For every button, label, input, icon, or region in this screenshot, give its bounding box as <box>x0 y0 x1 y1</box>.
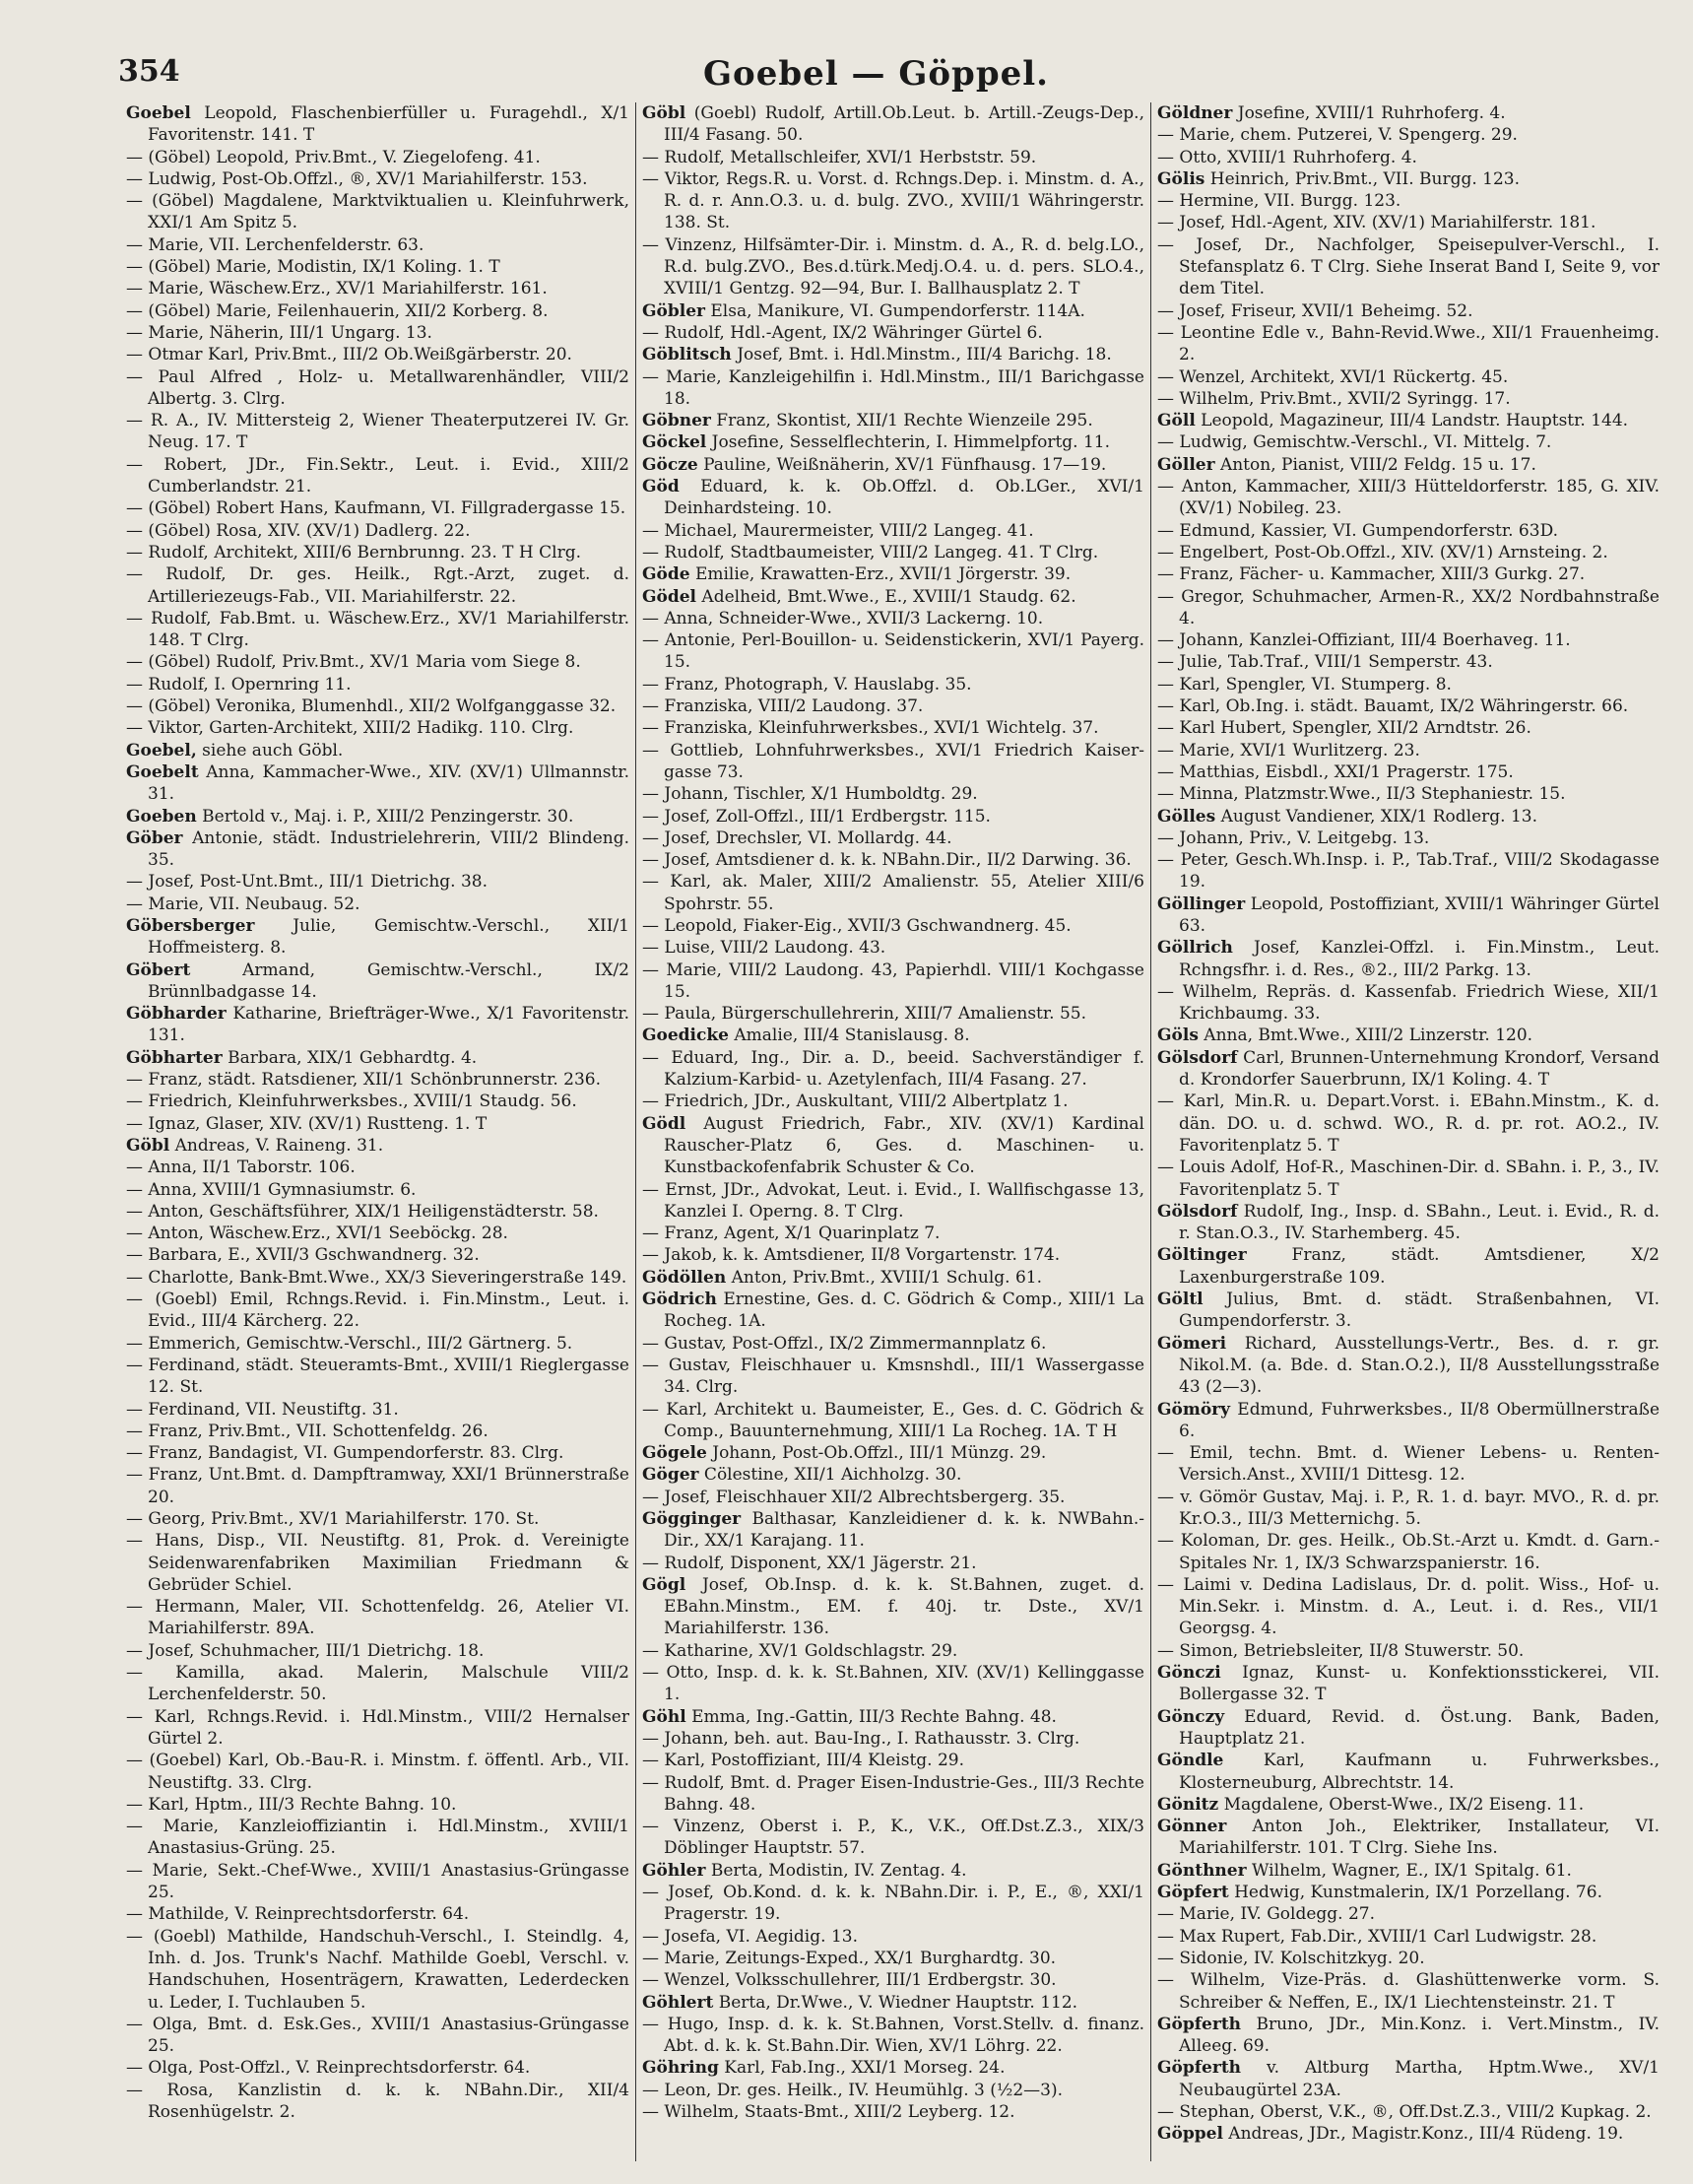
directory-entry: — Josef, Drechsler, VI. Mollardg. 44. <box>642 827 952 848</box>
directory-entry: — Gustav, Post-Offzl., IX/2 Zimmermannplatz 6. <box>642 1333 1047 1354</box>
directory-entry: — Josef, Post-Unt.Bmt., III/1 Dietrichg. 38. <box>126 872 488 893</box>
directory-entry: — Josef, Fleischhauer XII/2 Albrechtsbergerg. 35. <box>642 1487 1066 1507</box>
directory-entry: — Gustav, Fleischhauer u. Kmsnshdl., III/1 Wassergasse 34. Clrg. <box>642 1355 1144 1398</box>
directory-entry: — (Goebl) Mathilde, Handschuh-Verschl., I. Steindlg. 4, Inh. d. Jos. Trunk's Nachf. Mathilde Goebl, Verschl. v. Handschuhen, Hosenträgern, Krawatten, Lederdecken u. Leder, I. Tuchlauben 5. <box>126 1926 629 2013</box>
directory-entry: — Wilhelm, Priv.Bmt., XVII/2 Syringg. 17. <box>1157 388 1511 409</box>
directory-entry: — Rudolf, I. Opernring 11. <box>126 674 352 695</box>
directory-entry: — Viktor, Regs.R. u. Vorst. d. Rchngs.Dep. i. Minstm. d. A., R. d. r. Ann.O.3. u. d. bulg. ZVO., XVIII/1 Währingerstr. 138. St. <box>642 168 1144 233</box>
directory-entry: — Leopold, Fiaker-Eig., XVII/3 Gschwandnerg. 45. <box>642 915 1072 936</box>
directory-entry: Goebelt Anna, Kammacher-Wwe., XIV. (XV/1) Ullmannstr. 31. <box>126 761 629 805</box>
directory-entry: Göpferth v. Altburg Martha, Hptm.Wwe., XV/1 Neubaugürtel 23A. <box>1157 2058 1660 2100</box>
directory-entry: Gölsdorf Carl, Brunnen-Unternehmung Krondorf, Versand d. Krondorfer Sauerbrunn, IX/1 Koling. 4. T <box>1157 1047 1660 1091</box>
directory-entry: — Rudolf, Stadtbaumeister, VIII/2 Langeg. 41. T Clrg. <box>642 542 1099 563</box>
directory-entry: — Karl, Spengler, VI. Stumperg. 8. <box>1157 674 1452 695</box>
directory-entry: — Louis Adolf, Hof-R., Maschinen-Dir. d. SBahn. i. P., 3., IV. Favoritenplatz 5. T <box>1157 1158 1660 1200</box>
directory-entry: Göhler Berta, Modistin, IV. Zentag. 4. <box>642 1860 967 1881</box>
directory-entry: — Rudolf, Disponent, XX/1 Jägerstr. 21. <box>642 1553 977 1573</box>
directory-entry: — Franz, Agent, X/1 Quarinplatz 7. <box>642 1224 941 1244</box>
directory-entry: Göbharter Barbara, XIX/1 Gebhardtg. 4. <box>126 1047 478 1068</box>
directory-entry: Gölles August Vandiener, XIX/1 Rodlerg. 13. <box>1157 806 1537 827</box>
directory-entry: Göltinger Franz, städt. Amtsdiener, X/2 Laxenburgerstraße 109. <box>1157 1245 1660 1288</box>
column-1 <box>120 102 635 2161</box>
directory-entry: — Josefa, VI. Aegidig. 13. <box>642 1926 858 1947</box>
directory-entry: — (Goebel) Karl, Ob.-Bau-R. i. Minstm. f. öffentl. Arb., VII. Neustiftg. 33. Clrg. <box>126 1751 629 1793</box>
directory-entry: — Marie, VII. Lerchenfelderstr. 63. <box>126 234 424 255</box>
directory-entry: — Koloman, Dr. ges. Heilk., Ob.St.-Arzt u. Kmdt. d. Garn.-Spitales Nr. 1, IX/3 Schwarzspanierstr. 16. <box>1157 1531 1660 1573</box>
directory-entry: — Hermine, VII. Burgg. 123. <box>1157 191 1401 212</box>
directory-entry: — Vinzenz, Hilfsämter-Dir. i. Minstm. d. A., R. d. belg.LO., R.d. bulg.ZVO., Bes.d.türk.Medj.O.4. u. d. pers. SLO.4., XVIII/1 Gentzg. 92—94, Bur. I. Ballhausplatz 2. T <box>642 234 1144 299</box>
directory-entry: — Ignaz, Glaser, XIV. (XV/1) Rustteng. 1. T <box>126 1113 488 1134</box>
directory-entry: — Karl, Architekt u. Baumeister, E., Ges. d. C. Gödrich & Comp., Bauunternehmung, XIII/1 La Rocheg. 1A. T H <box>642 1399 1144 1441</box>
directory-entry: Göpferth Bruno, JDr., Min.Konz. i. Vert.Minstm., IV. Alleeg. 69. <box>1157 2014 1660 2057</box>
directory-entry: Göls Anna, Bmt.Wwe., XIII/2 Linzerstr. 120. <box>1157 1026 1533 1046</box>
directory-entry: — Karl, Postoffiziant, III/4 Kleistg. 29. <box>642 1751 965 1771</box>
directory-entry: — Ernst, JDr., Advokat, Leut. i. Evid., I. Wallfischgasse 13, Kanzlei I. Operng. 8. T Clrg. <box>642 1179 1144 1222</box>
directory-entry: — Franz, Fächer- u. Kammacher, XIII/3 Gurkg. 27. <box>1157 564 1586 585</box>
directory-entry: — Matthias, Eisbdl., XXI/1 Pragerstr. 175. <box>1157 761 1514 782</box>
directory-entry: — Josef, Ob.Kond. d. k. k. NBahn.Dir. i. P., E., ®, XXI/1 Pragerstr. 19. <box>642 1883 1144 1925</box>
directory-entry: — Charlotte, Bank-Bmt.Wwe., XX/3 Sieveringerstraße 149. <box>126 1267 627 1288</box>
directory-entry: Goedicke Amalie, III/4 Stanislausg. 8. <box>642 1026 970 1046</box>
directory-entry: — Anna, Schneider-Wwe., XVII/3 Lackerng. 10. <box>642 608 1044 629</box>
directory-entry: Göller Anton, Pianist, VIII/2 Feldg. 15 u. 17. <box>1157 454 1536 475</box>
directory-entry: Goeben Bertold v., Maj. i. P., XIII/2 Penzingerstr. 30. <box>126 806 574 827</box>
directory-entry: — Engelbert, Post-Ob.Offzl., XIV. (XV/1) Arnsteing. 2. <box>1157 542 1608 563</box>
directory-entry: Göber Antonie, städt. Industrielehrerin, VIII/2 Blindeng. 35. <box>126 827 629 871</box>
running-title: Goebel — Göppel. <box>703 54 1049 94</box>
directory-entry: — Anton, Kammacher, XIII/3 Hütteldorferstr. 185, G. XIV. (XV/1) Nobileg. 23. <box>1157 477 1660 519</box>
directory-entry: Gömeri Richard, Ausstellungs-Vertr., Bes. d. r. gr. Nikol.M. (a. Bde. d. Stan.O.2.), II/8 Ausstellungsstraße 43 (2—3). <box>1157 1333 1660 1398</box>
directory-entry: — Emmerich, Gemischtw.-Verschl., III/2 Gärtnerg. 5. <box>126 1333 573 1354</box>
directory-entry: — Wilhelm, Vize-Präs. d. Glashüttenwerke vorm. S. Schreiber & Neffen, E., IX/1 Liechtensteinstr. 21. T <box>1157 1970 1660 2013</box>
column-2 <box>635 102 1150 2161</box>
directory-entry: — Gregor, Schuhmacher, Armen-R., XX/2 Nordbahnstraße 4. <box>1157 586 1660 629</box>
directory-entry: — Franz, städt. Ratsdiener, XII/1 Schönbrunnerstr. 236. <box>126 1070 602 1091</box>
directory-entry: — (Göbel) Rosa, XIV. (XV/1) Dadlerg. 22. <box>126 520 471 541</box>
directory-entry: — Anton, Wäschew.Erz., XVI/1 Seeböckg. 28. <box>126 1224 508 1244</box>
directory-entry: — Rosa, Kanzlistin d. k. k. NBahn.Dir., XII/4 Rosenhügelstr. 2. <box>126 2080 629 2123</box>
directory-entry: — Emil, techn. Bmt. d. Wiener Lebens- u. Renten-Versich.Anst., XVIII/1 Dittesg. 12. <box>1157 1443 1660 1486</box>
directory-entry: — Karl, ak. Maler, XIII/2 Amalienstr. 55, Atelier XIII/6 Spohrstr. 55. <box>642 872 1144 914</box>
directory-entry: Göhl Emma, Ing.-Gattin, III/3 Rechte Bahng. 48. <box>642 1706 1057 1727</box>
directory-entry: — Sidonie, IV. Kolschitzkyg. 20. <box>1157 1948 1425 1968</box>
directory-entry: — Karl Hubert, Spengler, XII/2 Arndtstr. 26. <box>1157 718 1531 739</box>
directory-entry: — Barbara, E., XVII/3 Gschwandnerg. 32. <box>126 1245 480 1266</box>
directory-entry: Göll Leopold, Magazineur, III/4 Landstr. Hauptstr. 144. <box>1157 411 1629 431</box>
directory-entry: — (Göbel) Marie, Modistin, IX/1 Koling. 1. T <box>126 257 500 278</box>
directory-entry: — Hans, Disp., VII. Neustiftg. 81, Prok. d. Vereinigte Seidenwarenfabriken Maximilian Friedmann & Gebrüder Schiel. <box>126 1531 629 1595</box>
directory-entry: Göckel Josefine, Sesselflechterin, I. Himmelpfortg. 11. <box>642 432 1111 453</box>
directory-entry: Göllrich Josef, Kanzlei-Offzl. i. Fin.Minstm., Leut. Rchngsfhr. i. d. Res., ®2., III/2 Parkg. 13. <box>1157 938 1660 980</box>
directory-entry: — Rudolf, Hdl.-Agent, IX/2 Währinger Gürtel 6. <box>642 322 1043 343</box>
directory-entry: — Edmund, Kassier, VI. Gumpendorferstr. 63D. <box>1157 520 1558 541</box>
directory-entry: Göllinger Leopold, Postoffiziant, XVIII/1 Währinger Gürtel 63. <box>1157 893 1660 936</box>
directory-entry: Göd Eduard, k. k. Ob.Offzl. d. Ob.LGer., XVI/1 Deinhardsteing. 10. <box>642 477 1144 519</box>
directory-entry: — Otto, Insp. d. k. k. St.Bahnen, XIV. (XV/1) Kellinggasse 1. <box>642 1663 1144 1705</box>
directory-entry: — Franz, Unt.Bmt. d. Dampftramway, XXI/1 Brünnerstraße 20. <box>126 1465 629 1507</box>
directory-entry: Göltl Julius, Bmt. d. städt. Straßenbahnen, VI. Gumpendorferstr. 3. <box>1157 1290 1660 1332</box>
directory-entry: Gödel Adelheid, Bmt.Wwe., E., XVIII/1 Staudg. 62. <box>642 586 1076 607</box>
directory-entry: — Marie, Kanzleigehilfin i. Hdl.Minstm., III/1 Barichgasse 18. <box>642 366 1144 409</box>
directory-entry: — (Göbel) Marie, Feilenhauerin, XII/2 Korberg. 8. <box>126 300 549 321</box>
directory-entry: — (Göbel) Robert Hans, Kaufmann, VI. Fillgradergasse 15. <box>126 498 626 519</box>
directory-entry: — Karl, Hptm., III/3 Rechte Bahng. 10. <box>126 1794 457 1815</box>
directory-entry: — Jakob, k. k. Amtsdiener, II/8 Vorgartenstr. 174. <box>642 1245 1061 1266</box>
directory-entry: Göbersberger Julie, Gemischtw.-Verschl., XII/1 Hoffmeisterg. 8. <box>126 915 629 959</box>
directory-entry: Gögginger Balthasar, Kanzleidiener d. k. k. NWBahn.-Dir., XX/1 Karajang. 11. <box>642 1509 1144 1552</box>
directory-entry: — Peter, Gesch.Wh.Insp. i. P., Tab.Traf., VIII/2 Skodagasse 19. <box>1157 850 1660 893</box>
directory-entry: Göpfert Hedwig, Kunstmalerin, IX/1 Porzellang. 76. <box>1157 1883 1602 1903</box>
directory-entry: Göhlert Berta, Dr.Wwe., V. Wiedner Hauptstr. 112. <box>642 1992 1078 2013</box>
directory-entry: — Antonie, Perl-Bouillon- u. Seidenstickerin, XVI/1 Payerg. 15. <box>642 630 1144 673</box>
directory-entry: Gönitz Magdalene, Oberst-Wwe., IX/2 Eiseng. 11. <box>1157 1794 1585 1815</box>
directory-entry: — Rudolf, Fab.Bmt. u. Wäschew.Erz., XV/1 Mariahilferstr. 148. T Clrg. <box>126 608 629 651</box>
directory-entry: — Otto, XVIII/1 Ruhrhoferg. 4. <box>1157 147 1417 167</box>
directory-entry: — Rudolf, Architekt, XIII/6 Bernbrunng. 23. T H Clrg. <box>126 542 581 563</box>
directory-entry: Göhring Karl, Fab.Ing., XXI/1 Morseg. 24. <box>642 2058 1006 2079</box>
directory-entry: — Marie, chem. Putzerei, V. Spengerg. 29. <box>1157 125 1518 146</box>
directory-entry: — Leon, Dr. ges. Heilk., IV. Heumühlg. 3 (½2—3). <box>642 2080 1063 2100</box>
directory-entry: — Marie, Wäschew.Erz., XV/1 Mariahilferstr. 161. <box>126 279 548 299</box>
directory-entry: — Anna, II/1 Taborstr. 106. <box>126 1158 356 1178</box>
directory-entry: — Johann, Tischler, X/1 Humboldtg. 29. <box>642 784 978 805</box>
directory-entry: — Julie, Tab.Traf., VIII/1 Semperstr. 43. <box>1157 652 1493 673</box>
directory-entry: Gölis Heinrich, Priv.Bmt., VII. Burgg. 123. <box>1157 168 1521 189</box>
directory-entry: — Ferdinand, VII. Neustiftg. 31. <box>126 1399 399 1420</box>
directory-entry: — Franz, Bandagist, VI. Gumpendorferstr. 83. Clrg. <box>126 1443 564 1464</box>
directory-entry: — Simon, Betriebsleiter, II/8 Stuwerstr. 50. <box>1157 1640 1525 1661</box>
directory-entry: — Johann, Priv., V. Leitgebg. 13. <box>1157 827 1430 848</box>
directory-entry: — Rudolf, Bmt. d. Prager Eisen-Industrie-Ges., III/3 Rechte Bahng. 48. <box>642 1772 1144 1815</box>
directory-entry: — Josef, Zoll-Offzl., III/1 Erdbergstr. 115. <box>642 806 991 827</box>
directory-entry: — Josef, Friseur, XVII/1 Beheimg. 52. <box>1157 300 1473 321</box>
directory-entry: Gönner Anton Joh., Elektriker, Installateur, VI. Mariahilferstr. 101. T Clrg. Siehe Ins. <box>1157 1817 1660 1859</box>
directory-entry: — Franz, Photograph, V. Hauslabg. 35. <box>642 674 972 695</box>
directory-entry: — Robert, JDr., Fin.Sektr., Leut. i. Evid., XIII/2 Cumberlandstr. 21. <box>126 454 629 497</box>
directory-entry: Gömöry Edmund, Fuhrwerksbes., II/8 Obermüllnerstraße 6. <box>1157 1399 1660 1441</box>
directory-entry: — (Göbel) Magdalene, Marktviktualien u. Kleinfuhrwerk, XXI/1 Am Spitz 5. <box>126 191 629 233</box>
directory-entry: — Leontine Edle v., Bahn-Revid.Wwe., XII/1 Frauenheimg. 2. <box>1157 322 1660 365</box>
directory-entry: — Katharine, XV/1 Goldschlagstr. 29. <box>642 1640 958 1661</box>
directory-entry: — Mathilde, V. Reinprechtsdorferstr. 64. <box>126 1904 470 1925</box>
directory-entry: — Paula, Bürgerschullehrerin, XIII/7 Amalienstr. 55. <box>642 1004 1086 1025</box>
directory-entry: Gönczy Eduard, Revid. d. Öst.ung. Bank, Baden, Hauptplatz 21. <box>1157 1706 1660 1749</box>
directory-entry: Göger Cölestine, XII/1 Aichholzg. 30. <box>642 1465 962 1486</box>
directory-entry: — Otmar Karl, Priv.Bmt., III/2 Ob.Weißgärberstr. 20. <box>126 345 572 365</box>
directory-entry: — Marie, Zeitungs-Exped., XX/1 Burghardtg. 30. <box>642 1948 1057 1968</box>
directory-entry: — Franziska, VIII/2 Laudong. 37. <box>642 696 924 717</box>
directory-entry: Gönthner Wilhelm, Wagner, E., IX/1 Spitalg. 61. <box>1157 1860 1572 1881</box>
directory-entry: — Marie, Kanzleioffiziantin i. Hdl.Minstm., XVIII/1 Anastasius-Grüng. 25. <box>126 1817 629 1859</box>
directory-entry: — Ludwig, Gemischtw.-Verschl., VI. Mittelg. 7. <box>1157 432 1552 453</box>
directory-entry: — Viktor, Garten-Architekt, XIII/2 Hadikg. 110. Clrg. <box>126 718 574 739</box>
directory-entry: — Hermann, Maler, VII. Schottenfeldg. 26, Atelier VI. Mariahilferstr. 89A. <box>126 1597 629 1639</box>
directory-entry: Gögele Johann, Post-Ob.Offzl., III/1 Münzg. 29. <box>642 1443 1047 1464</box>
directory-entry: — Karl, Rchngs.Revid. i. Hdl.Minstm., VIII/2 Hernalser Gürtel 2. <box>126 1706 629 1749</box>
directory-entry: — Vinzenz, Oberst i. P., K., V.K., Off.Dst.Z.3., XIX/3 Döblinger Hauptstr. 57. <box>642 1817 1144 1859</box>
directory-entry: Gönczi Ignaz, Kunst- u. Konfektionsstickerei, VII. Bollergasse 32. T <box>1157 1663 1660 1705</box>
directory-columns <box>120 102 1666 2161</box>
directory-entry: — Olga, Post-Offzl., V. Reinprechtsdorferstr. 64. <box>126 2058 531 2079</box>
page-number: 354 <box>118 54 180 89</box>
directory-entry: Göbl (Goebl) Rudolf, Artill.Ob.Leut. b. Artill.-Zeugs-Dep., III/4 Fasang. 50. <box>642 103 1144 146</box>
directory-entry: — Josef, Amtsdiener d. k. k. NBahn.Dir., II/2 Darwing. 36. <box>642 850 1132 871</box>
directory-entry: — Karl, Ob.Ing. i. städt. Bauamt, IX/2 Währingerstr. 66. <box>1157 696 1629 717</box>
directory-entry: — Rudolf, Metallschleifer, XVI/1 Herbststr. 59. <box>642 147 1037 167</box>
directory-entry: — Wenzel, Architekt, XVI/1 Rückertg. 45. <box>1157 366 1509 387</box>
directory-entry: — (Goebl) Emil, Rchngs.Revid. i. Fin.Minstm., Leut. i. Evid., III/4 Kärcherg. 22. <box>126 1290 629 1332</box>
directory-entry: — Johann, Kanzlei-Offiziant, III/4 Boerhaveg. 11. <box>1157 630 1571 651</box>
directory-entry: — Ludwig, Post-Ob.Offzl., ®, XV/1 Mariahilferstr. 153. <box>126 168 588 189</box>
directory-entry: — Paul Alfred , Holz- u. Metallwarenhändler, VIII/2 Albertg. 3. Clrg. <box>126 366 629 409</box>
directory-entry: — Gottlieb, Lohnfuhrwerksbes., XVI/1 Friedrich Kaiser-gasse 73. <box>642 740 1144 782</box>
directory-entry: Göbl Andreas, V. Raineng. 31. <box>126 1135 384 1156</box>
directory-entry: — Marie, VIII/2 Laudong. 43, Papierhdl. VIII/1 Kochgasse 15. <box>642 960 1144 1002</box>
directory-entry: — Josef, Dr., Nachfolger, Speisepulver-Verschl., I. Stefansplatz 6. T Clrg. Siehe Inserat Band I, Seite 9, vor dem Titel. <box>1157 234 1660 299</box>
directory-entry: — Hugo, Insp. d. k. k. St.Bahnen, Vorst.Stellv. d. finanz. Abt. d. k. k. St.Bahn.Dir. Wien, XV/1 Löhrg. 22. <box>642 2014 1144 2057</box>
directory-entry: Goebel Leopold, Flaschenbierfüller u. Furagehdl., X/1 Favoritenstr. 141. T <box>126 103 629 146</box>
directory-entry: — Franziska, Kleinfuhrwerksbes., XVI/1 Wichtelg. 37. <box>642 718 1099 739</box>
directory-entry: — Franz, Priv.Bmt., VII. Schottenfeldg. 26. <box>126 1421 488 1441</box>
directory-entry: Göblitsch Josef, Bmt. i. Hdl.Minstm., III/4 Barichg. 18. <box>642 345 1112 365</box>
directory-entry: — Karl, Min.R. u. Depart.Vorst. i. EBahn.Minstm., K. d. dän. DO. u. d. schwd. WO., R. d. pr. rot. AO.2., IV. Favoritenplatz 5. T <box>1157 1092 1660 1156</box>
directory-entry: — Wilhelm, Staats-Bmt., XIII/2 Leyberg. 12. <box>642 2102 1015 2123</box>
directory-entry: — Olga, Bmt. d. Esk.Ges., XVIII/1 Anastasius-Grüngasse 25. <box>126 2014 629 2057</box>
directory-entry: — Luise, VIII/2 Laudong. 43. <box>642 938 886 959</box>
directory-entry: — Josef, Schuhmacher, III/1 Dietrichg. 18. <box>126 1640 485 1661</box>
directory-entry: — (Göbel) Veronika, Blumenhdl., XII/2 Wolfganggasse 32. <box>126 696 617 717</box>
directory-entry: — Josef, Hdl.-Agent, XIV. (XV/1) Mariahilferstr. 181. <box>1157 213 1596 233</box>
directory-entry: — R. A., IV. Mittersteig 2, Wiener Theaterputzerei IV. Gr. Neug. 17. T <box>126 411 629 453</box>
directory-entry: — Stephan, Oberst, V.K., ®, Off.Dst.Z.3., VIII/2 Kupkag. 2. <box>1157 2102 1652 2123</box>
directory-entry: Gödöllen Anton, Priv.Bmt., XVIII/1 Schulg. 61. <box>642 1267 1042 1288</box>
directory-entry: — Georg, Priv.Bmt., XV/1 Mariahilferstr. 170. St. <box>126 1509 540 1529</box>
directory-entry: — Wenzel, Volksschullehrer, III/1 Erdbergstr. 30. <box>642 1970 1057 1991</box>
directory-entry: — Friedrich, Kleinfuhrwerksbes., XVIII/1 Staudg. 56. <box>126 1092 577 1112</box>
directory-entry: Göppel Andreas, JDr., Magistr.Konz., III/4 Rüdeng. 19. <box>1157 2124 1624 2145</box>
directory-entry: — Marie, Sekt.-Chef-Wwe., XVIII/1 Anastasius-Grüngasse 25. <box>126 1860 629 1903</box>
directory-entry: Göde Emilie, Krawatten-Erz., XVII/1 Jörgerstr. 39. <box>642 564 1072 585</box>
directory-entry: Göbner Franz, Skontist, XII/1 Rechte Wienzeile 295. <box>642 411 1093 431</box>
directory-entry: — Rudolf, Dr. ges. Heilk., Rgt.-Arzt, zuget. d. Artilleriezeugs-Fab., VII. Mariahilferstr. 22. <box>126 564 629 607</box>
directory-entry: — Friedrich, JDr., Auskultant, VIII/2 Albertplatz 1. <box>642 1092 1069 1112</box>
page-header <box>118 54 1634 103</box>
column-3 <box>1150 102 1665 2161</box>
directory-entry: — Michael, Maurermeister, VIII/2 Langeg. 41. <box>642 520 1034 541</box>
directory-entry: — Max Rupert, Fab.Dir., XVIII/1 Carl Ludwigstr. 28. <box>1157 1926 1597 1947</box>
directory-entry: — Laimi v. Dedina Ladislaus, Dr. d. polit. Wiss., Hof- u. Min.Sekr. i. Minstm. d. A., Leut. i. d. Res., VII/1 Georgsg. 4. <box>1157 1574 1660 1639</box>
directory-entry: Göndle Karl, Kaufmann u. Fuhrwerksbes., Klosterneuburg, Albrechtstr. 14. <box>1157 1751 1660 1793</box>
directory-entry: — (Göbel) Leopold, Priv.Bmt., V. Ziegelofeng. 41. <box>126 147 541 167</box>
directory-entry: Gölsdorf Rudolf, Ing., Insp. d. SBahn., Leut. i. Evid., R. d. r. Stan.O.3., IV. Starhemberg. 45. <box>1157 1201 1660 1244</box>
directory-entry: — Marie, VII. Neubaug. 52. <box>126 893 360 914</box>
directory-entry: Göcze Pauline, Weißnäherin, XV/1 Fünfhausg. 17—19. <box>642 454 1107 475</box>
directory-entry: — Johann, beh. aut. Bau-Ing., I. Rathausstr. 3. Clrg. <box>642 1728 1080 1749</box>
directory-entry: — Marie, IV. Goldegg. 27. <box>1157 1904 1376 1925</box>
directory-entry: Göbert Armand, Gemischtw.-Verschl., IX/2 Brünnlbadgasse 14. <box>126 960 629 1002</box>
directory-entry: Göbler Elsa, Manikure, VI. Gumpendorferstr. 114A. <box>642 300 1085 321</box>
directory-entry: Goebel, siehe auch Göbl. <box>126 740 344 761</box>
directory-entry: — Eduard, Ing., Dir. a. D., beeid. Sachverständiger f. Kalzium-Karbid- u. Azetylenfach, III/4 Fasang. 27. <box>642 1047 1144 1091</box>
directory-entry: — (Göbel) Rudolf, Priv.Bmt., XV/1 Maria vom Siege 8. <box>126 652 581 673</box>
directory-entry: — v. Gömör Gustav, Maj. i. P., R. 1. d. bayr. MVO., R. d. pr. Kr.O.3., III/3 Metternichg. 5. <box>1157 1487 1660 1529</box>
directory-entry: Göldner Josefine, XVIII/1 Ruhrhoferg. 4. <box>1157 103 1506 123</box>
directory-entry: Gödrich Ernestine, Ges. d. C. Gödrich & Comp., XIII/1 La Rocheg. 1A. <box>642 1290 1144 1332</box>
directory-entry: Göbharder Katharine, Briefträger-Wwe., X/1 Favoritenstr. 131. <box>126 1004 629 1046</box>
directory-entry: — Anton, Geschäftsführer, XIX/1 Heiligenstädterstr. 58. <box>126 1201 599 1222</box>
directory-entry: — Ferdinand, städt. Steueramts-Bmt., XVIII/1 Rieglergasse 12. St. <box>126 1355 629 1398</box>
directory-entry: — Wilhelm, Repräs. d. Kassenfab. Friedrich Wiese, XII/1 Krichbaumg. 33. <box>1157 981 1660 1025</box>
directory-entry: Gödl August Friedrich, Fabr., XIV. (XV/1) Kardinal Rauscher-Platz 6, Ges. d. Maschinen- u. Kunstbackofenfabrik Schuster & Co. <box>642 1113 1144 1178</box>
directory-entry: — Marie, Näherin, III/1 Ungarg. 13. <box>126 322 432 343</box>
directory-entry: — Kamilla, akad. Malerin, Malschule VIII/2 Lerchenfelderstr. 50. <box>126 1663 629 1705</box>
directory-entry: — Anna, XVIII/1 Gymnasiumstr. 6. <box>126 1179 417 1200</box>
directory-entry: Gögl Josef, Ob.Insp. d. k. k. St.Bahnen, zuget. d. EBahn.Minstm., EM. f. 40j. tr. Dste., XV/1 Mariahilferstr. 136. <box>642 1574 1144 1639</box>
directory-entry: — Marie, XVI/1 Wurlitzerg. 23. <box>1157 740 1420 761</box>
directory-entry: — Minna, Platzmstr.Wwe., II/3 Stephaniestr. 15. <box>1157 784 1566 805</box>
